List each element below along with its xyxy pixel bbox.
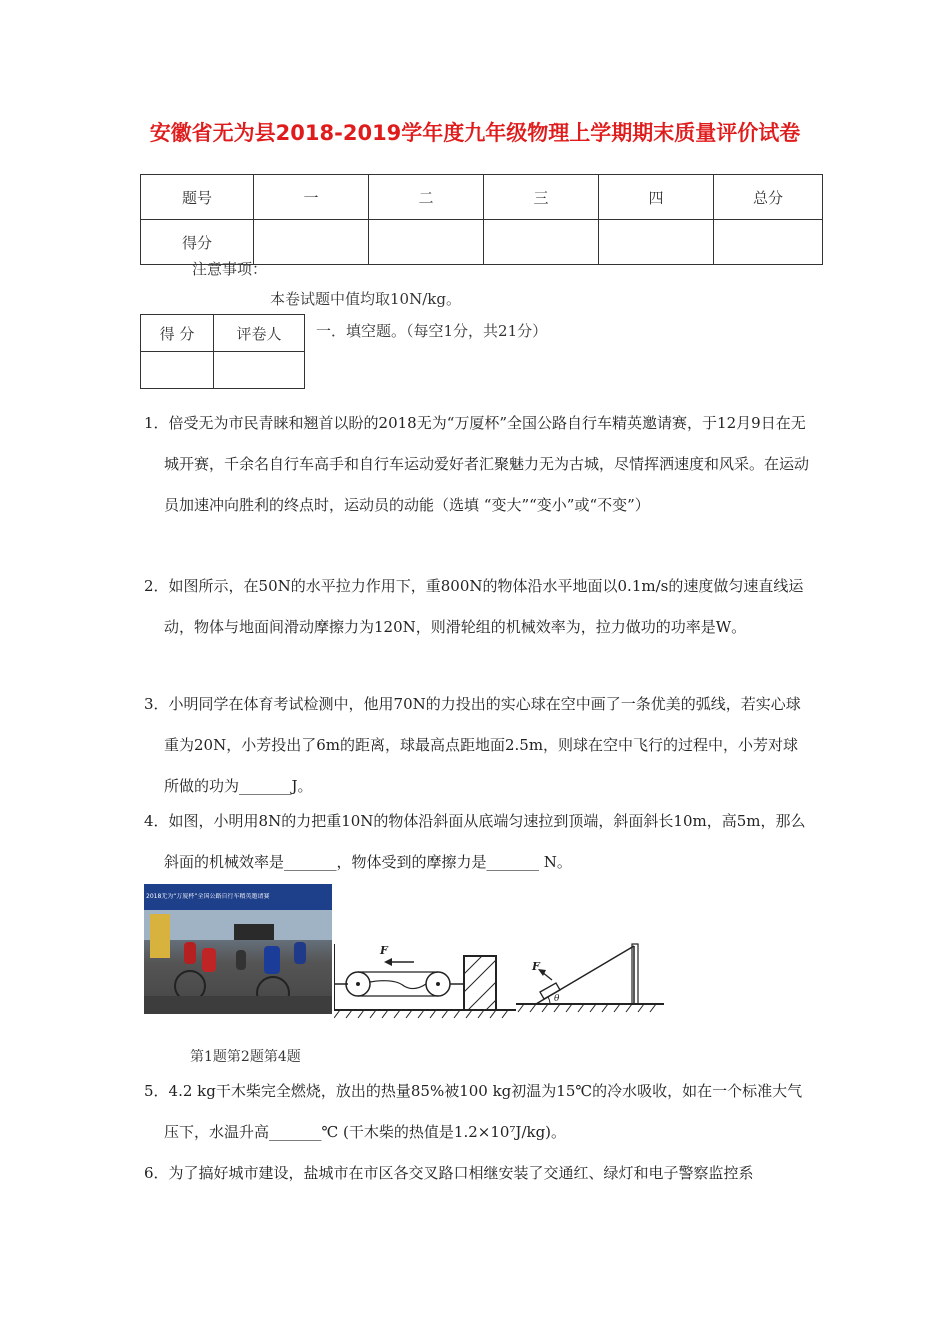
question-3: 3．小明同学在体育考试检测中，他用70N的力投出的实心球在空中画了一条优美的弧线，若实心球重为20N，小芳投出了6m的距离，球最高点距地面2.5m，则球在空中飞行的过程中，小芳对球所做的功为_______J。	[144, 695, 801, 795]
score-cell	[484, 220, 599, 265]
incline-angle-label: θ	[554, 994, 560, 1004]
exam-title: 安徽省无为县2018-2019学年度九年级物理上学期期末质量评价试卷	[149, 121, 801, 145]
grader-name-cell	[214, 352, 305, 389]
bike-race-photo	[144, 884, 332, 1014]
score-header-cell: 总分	[714, 175, 823, 220]
figure-caption: 第1题第2题第4题	[190, 1049, 301, 1065]
score-row-label: 得分	[141, 220, 254, 265]
photo-gate	[234, 924, 274, 940]
question-1: 1．倍受无为市民青睐和翘首以盼的2018无为“万厦杯”全国公路自行车精英邀请赛，于12月9日在无城开赛，千余名自行车高手和自行车运动爱好者汇聚魅力无为古城，尽情挥洒速度和风采。在运动员加速冲向胜利的终点时，运动员的动能（选填 “变大”“变小”或“不变”）	[144, 414, 810, 514]
incline-force-label: F	[532, 960, 540, 973]
pulley-diagram	[334, 934, 516, 1020]
question-2: 2．如图所示，在50N的水平拉力作用下，重800N的物体沿水平地面以0.1m/s的速度做匀速直线运动，物体与地面间滑动摩擦力为120N，则滑轮组的机械效率为，拉力做功的功率是W。	[144, 577, 804, 636]
score-cell	[714, 220, 823, 265]
photo-rider	[236, 950, 246, 970]
grader-score-label: 得 分	[141, 315, 214, 352]
score-table	[140, 174, 823, 265]
photo-rider	[294, 942, 306, 964]
incline-diagram	[516, 934, 666, 1020]
score-cell	[369, 220, 484, 265]
photo-road	[144, 996, 332, 1014]
question-4: 4．如图，小明用8N的力把重10N的物体沿斜面从底端匀速拉到顶端，斜面斜长10m，高5m，那么斜面的机械效率是_______，物体受到的摩擦力是_______ N。	[144, 812, 806, 871]
pulley-force-label: F	[380, 944, 388, 957]
score-header-row	[141, 175, 823, 220]
photo-rider	[202, 948, 216, 972]
grader-score-cell	[141, 352, 214, 389]
figures-strip	[144, 884, 664, 1020]
grader-table	[140, 314, 305, 389]
score-header-cell: 题号	[141, 175, 254, 220]
notes-line: 本卷试题中值均取10N/kg。	[270, 290, 461, 308]
question-5: 5．4.2 kg干木柴完全燃烧，放出的热量85%被100 kg初温为15℃的冷水吸收，如在一个标准大气压下，水温升高_______℃ (干木柴的热值是1.2×10⁷J/kg)。	[144, 1082, 803, 1141]
score-cell	[599, 220, 714, 265]
notes-heading: 注意事项：	[192, 260, 268, 278]
score-header-cell: 三	[484, 175, 599, 220]
score-header-cell: 二	[369, 175, 484, 220]
photo-rider	[184, 942, 196, 964]
photo-rider	[264, 946, 280, 974]
section-title: 一．填空题。（每空1分，共21分）	[316, 322, 548, 340]
photo-banner-text: 2018无为“万厦杯”全国公路自行车精英邀请赛	[146, 893, 270, 900]
score-cell	[254, 220, 369, 265]
photo-crane	[150, 914, 170, 958]
question-6: 6．为了搞好城市建设，盐城市在市区各交叉路口相继安装了交通红、绿灯和电子警察监控系	[144, 1164, 754, 1182]
score-header-cell: 四	[599, 175, 714, 220]
grader-name-label: 评卷人	[214, 315, 305, 352]
score-header-cell: 一	[254, 175, 369, 220]
